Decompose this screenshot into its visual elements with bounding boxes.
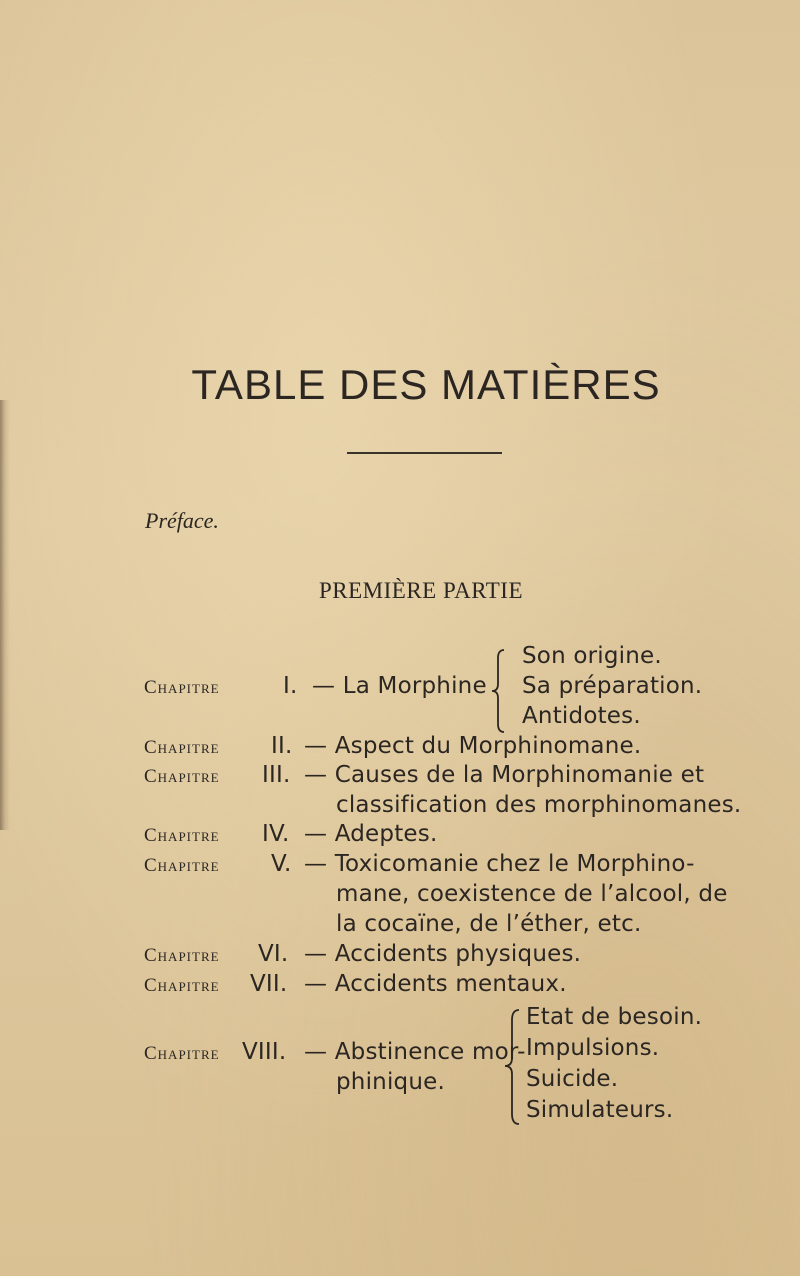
- chapter-label: Chapitre: [144, 1043, 220, 1064]
- chapter-title: — Abstinence mor-: [304, 1039, 526, 1065]
- chapter-title: — Accidents physiques.: [304, 941, 582, 967]
- chapter-number: VI.: [258, 941, 289, 967]
- chapter-label: Chapitre: [144, 737, 220, 758]
- chapter-title-continued: mane, coexistence de l’alcool, de: [336, 881, 728, 907]
- chapter-label: Chapitre: [144, 677, 220, 698]
- subtopic: Suicide.: [526, 1066, 619, 1092]
- subtopic: Sa préparation.: [522, 673, 703, 699]
- chapter-number: II.: [271, 733, 293, 759]
- chapter-title: — Adeptes.: [304, 821, 438, 847]
- chapter-title-continued: phinique.: [336, 1069, 445, 1095]
- chapter-title: — Causes de la Morphinomanie et: [304, 762, 705, 788]
- chapter-title: — La Morphine: [312, 673, 487, 699]
- chapter-number: I.: [283, 673, 298, 699]
- part-heading: PREMIÈRE PARTIE: [319, 578, 523, 603]
- page-title: TABLE DES MATIÈRES: [191, 361, 661, 408]
- curly-brace-icon: [490, 648, 506, 734]
- subtopic: Simulateurs.: [526, 1097, 674, 1123]
- preface-entry: Préface.: [145, 508, 219, 533]
- chapter-label: Chapitre: [144, 825, 220, 846]
- chapter-title-continued: la cocaïne, de l’éther, etc.: [336, 911, 642, 937]
- chapter-number: VII.: [250, 971, 288, 997]
- chapter-label: Chapitre: [144, 975, 220, 996]
- chapter-label: Chapitre: [144, 766, 220, 787]
- curly-brace-icon: [502, 1008, 522, 1126]
- page-edge-shadow: [0, 400, 10, 830]
- chapter-number: III.: [262, 762, 291, 788]
- chapter-number: VIII.: [242, 1039, 287, 1065]
- chapter-title-continued: classification des morphinomanes.: [336, 792, 742, 818]
- chapter-number: V.: [271, 851, 292, 877]
- chapter-label: Chapitre: [144, 855, 220, 876]
- chapter-title: — Aspect du Morphinomane.: [304, 733, 642, 759]
- subtopic: Impulsions.: [526, 1035, 660, 1061]
- subtopic: Son origine.: [522, 643, 662, 669]
- chapter-label: Chapitre: [144, 945, 220, 966]
- chapter-number: IV.: [262, 821, 290, 847]
- subtopic: Antidotes.: [522, 703, 641, 729]
- chapter-title: — Toxicomanie chez le Morphino-: [304, 851, 695, 877]
- subtopic: Etat de besoin.: [526, 1004, 703, 1030]
- chapter-title: — Accidents mentaux.: [304, 971, 567, 997]
- title-rule: [347, 452, 502, 454]
